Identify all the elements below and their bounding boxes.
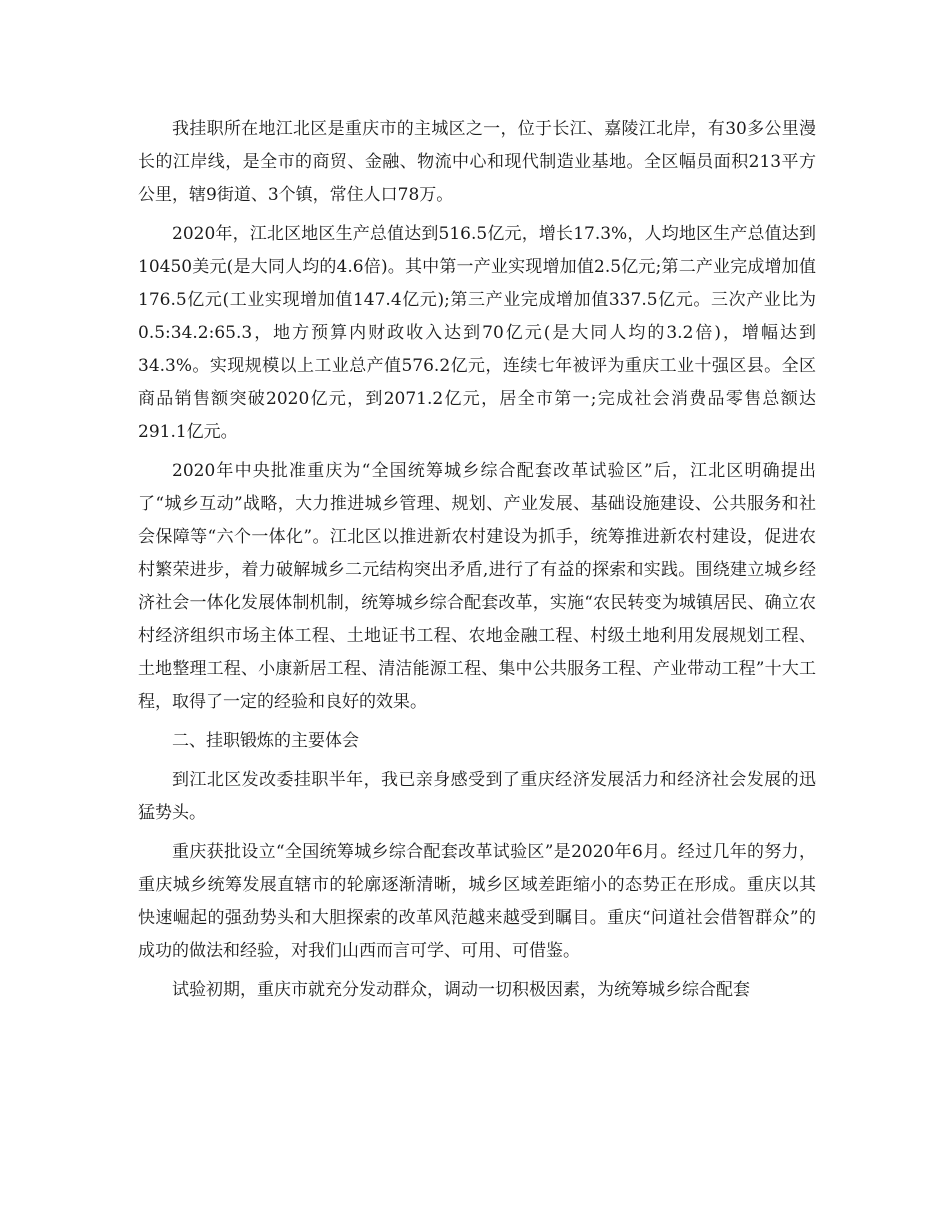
paragraph-experience-intro: 到江北区发改委挂职半年，我已亲身感受到了重庆经济发展活力和经济社会发展的迅猛势头。 xyxy=(138,770,816,823)
paragraph-district-overview: 我挂职所在地江北区是重庆市的主城区之一，位于长江、嘉陵江北岸，有30多公里漫长的江岸线，是全市的商贸、金融、物流中心和现代制造业基地。全区幅员面积213平方公里，辖9街道、3个镇，常住人口78万。 xyxy=(138,119,816,205)
paragraph-economic-statistics: 2020年，江北区地区生产总值达到516.5亿元，增长17.3%，人均地区生产总值达到10450美元(是大同人均的4.6倍)。其中第一产业实现增加值2.5亿元;第二产业完成增加值176.5亿元(工业实现增加值147.4亿元);第三产业完成增加值337.5亿元。三次产业比为0.5:34.2:65.3，地方预算内财政收入达到70亿元(是大同人均的3.2倍)，增幅达到34.3%。实现规模以上工业总产值576.2亿元，连续七年被评为重庆工业十强区县。全区商品销售额突破2020亿元，到2071.2亿元，居全市第一;完成社会消费品零售总额达291.1亿元。 xyxy=(138,224,816,442)
section-heading: 二、挂职锻炼的主要体会 xyxy=(172,731,359,751)
document-body xyxy=(138,113,816,1013)
paragraph-reform-pilot: 2020年中央批准重庆为“全国统筹城乡综合配套改革试验区”后，江北区明确提出了“城乡互动”战略，大力推进城乡管理、规划、产业发展、基础设施建设、公共服务和社会保障等“六个一体化”。江北区以推进新农村建设为抓手，统筹推进新农村建设，促进农村繁荣进步，着力破解城乡二元结构突出矛盾,进行了有益的探索和实践。围绕建立城乡经济社会一体化发展体制机制，统筹城乡综合配套改革，实施“农民转变为城镇居民、确立农村经济组织市场主体工程、土地证书工程、农地金融工程、村级土地利用发展规划工程、土地整理工程、小康新居工程、清洁能源工程、集中公共服务工程、产业带动工程”十大工程，取得了一定的经验和良好的效果。 xyxy=(138,461,816,712)
paragraph-chongqing-approval: 重庆获批设立“全国统筹城乡综合配套改革试验区”是2020年6月。经过几年的努力，重庆城乡统筹发展直辖市的轮廓逐渐清晰，城乡区域差距缩小的态势正在形成。重庆以其快速崛起的强劲势头和大胆探索的改革风范越来越受到瞩目。重庆“问道社会借智群众”的成功的做法和经验，对我们山西而言可学、可用、可借鉴。 xyxy=(138,842,816,961)
paragraph-early-trial: 试验初期，重庆市就充分发动群众，调动一切积极因素，为统筹城乡综合配套 xyxy=(172,980,750,1000)
